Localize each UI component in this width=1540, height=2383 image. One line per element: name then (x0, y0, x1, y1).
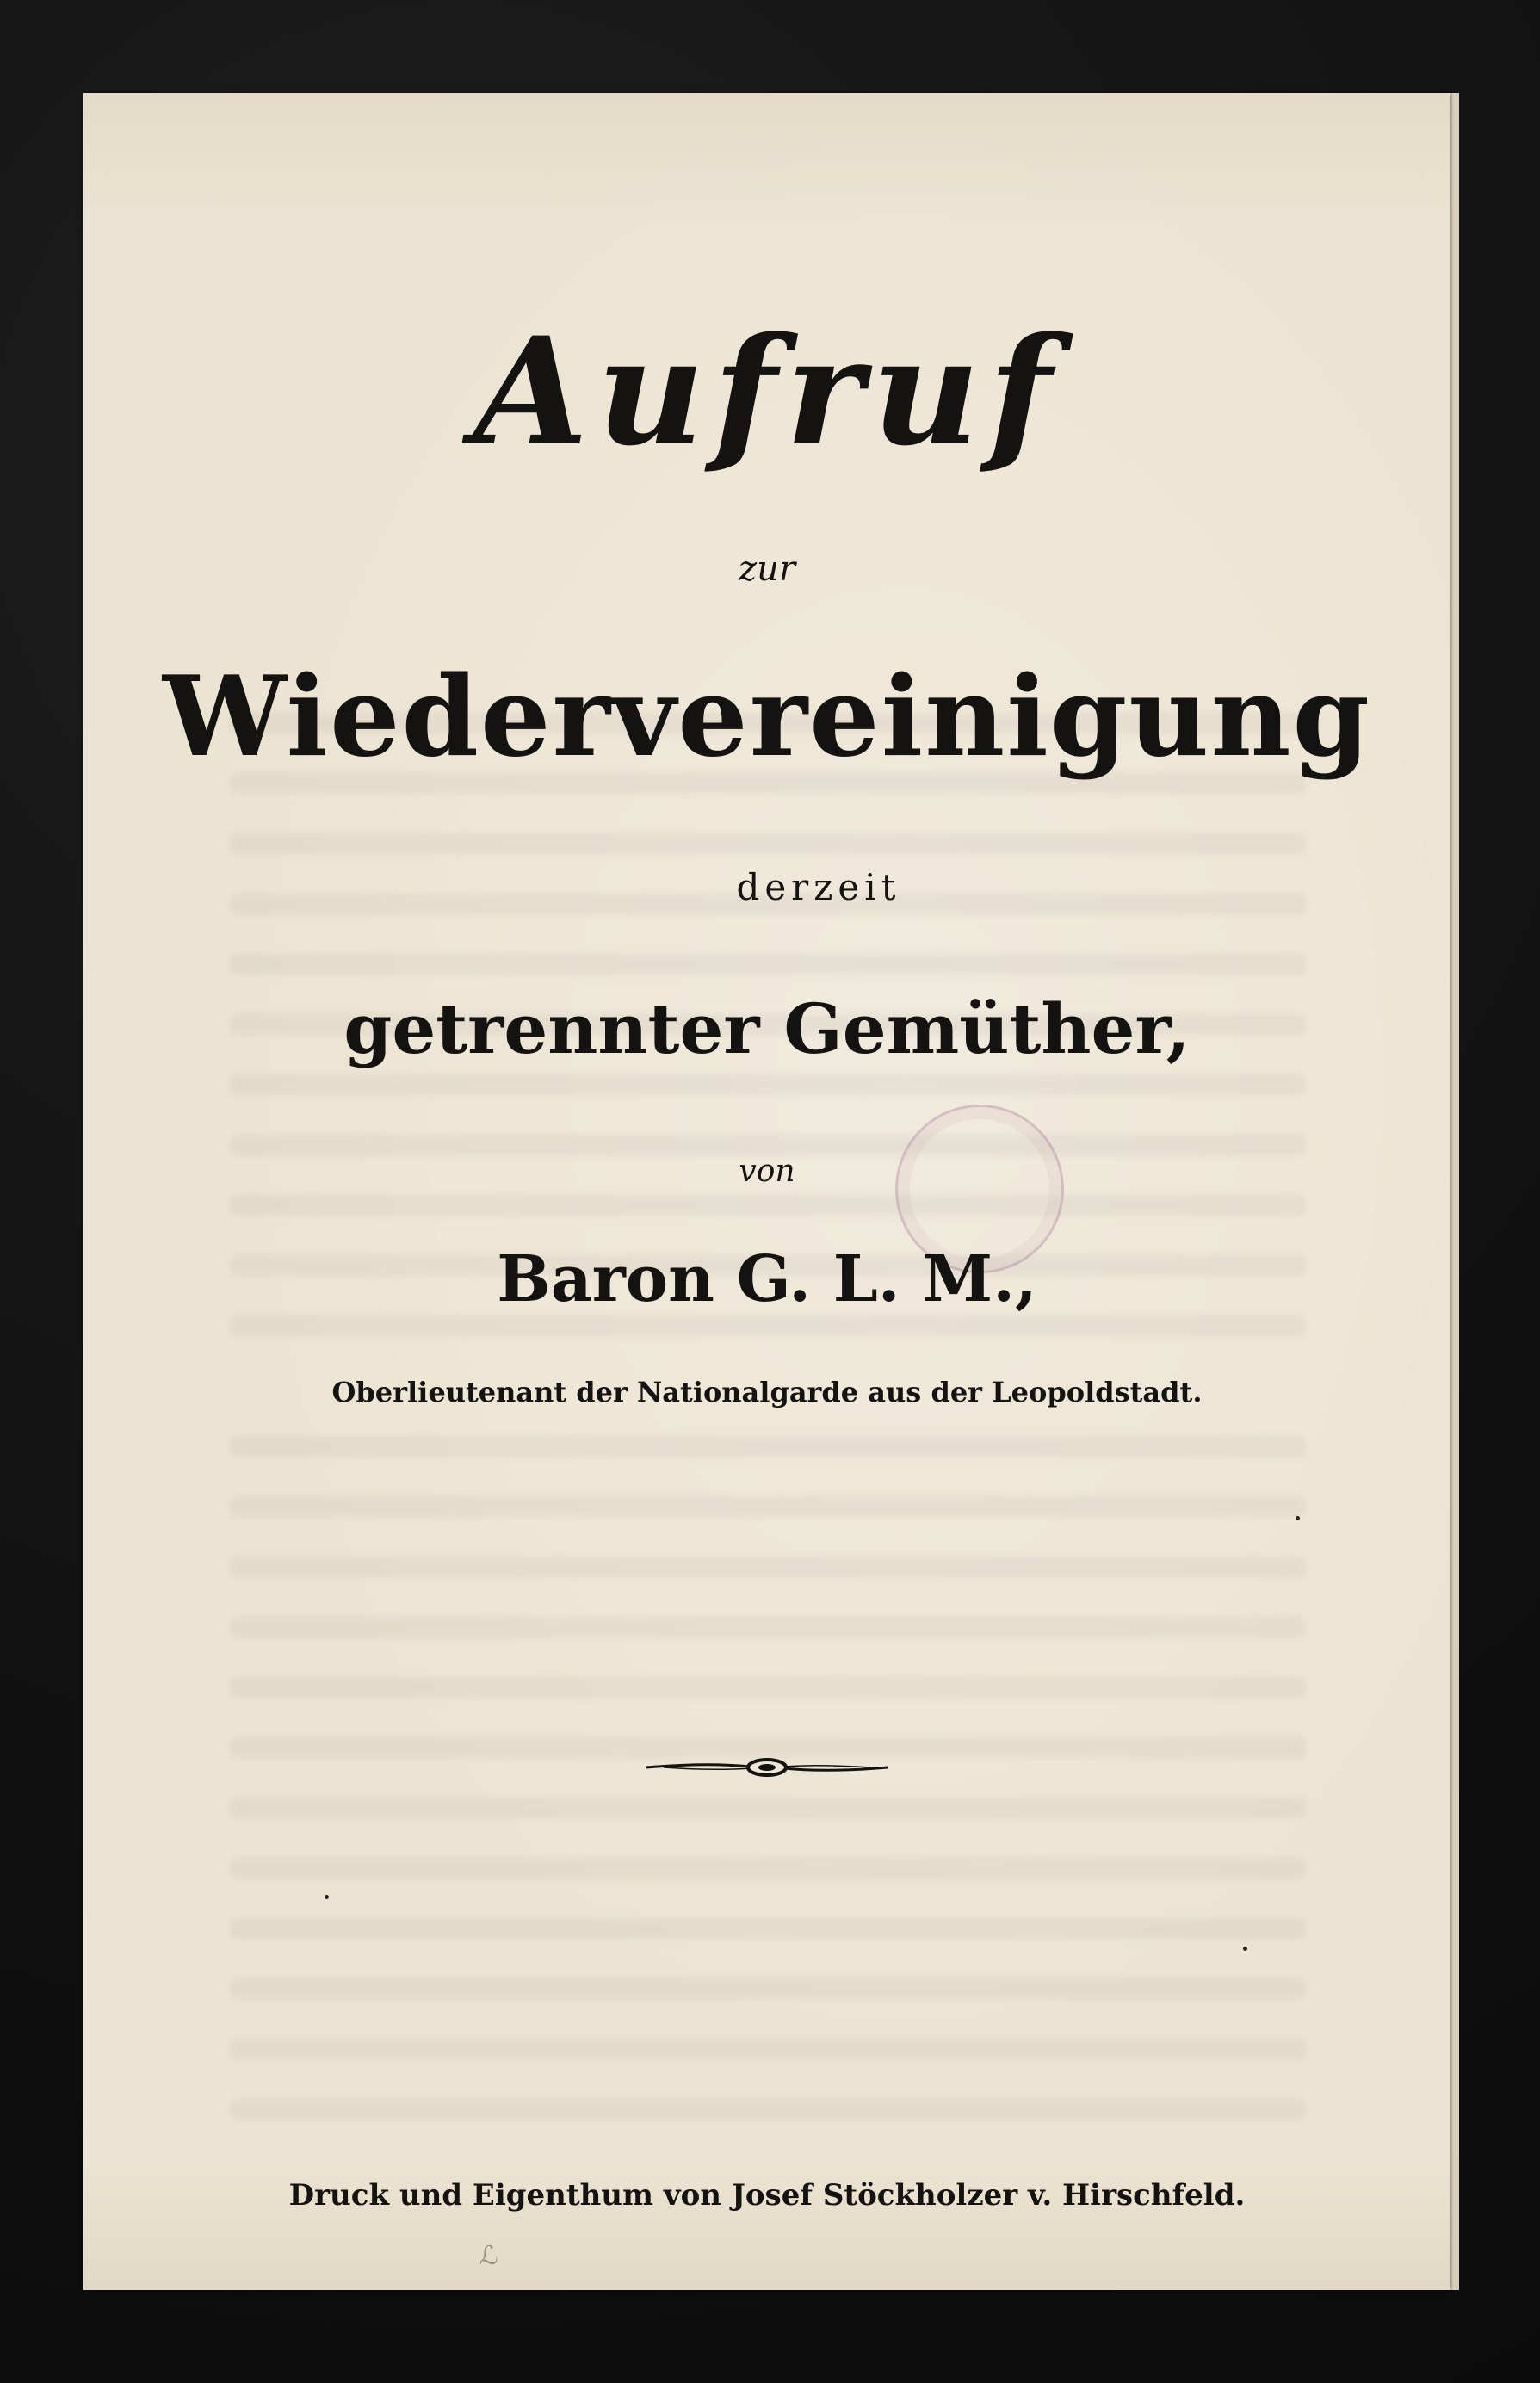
document-title: Aufruf (473, 304, 1061, 479)
preposition-von: von (739, 1154, 795, 1189)
main-heading: Wiedervereinigung (162, 653, 1372, 782)
word-derzeit: derzeit (736, 866, 901, 908)
document-page (83, 93, 1450, 2290)
bleed-through-line (230, 2039, 1306, 2059)
page-edge (1450, 93, 1459, 2290)
bleed-through-line (230, 1496, 1306, 1517)
subtitle: getrennter Gemüther, (343, 988, 1191, 1069)
bleed-through-line (230, 1436, 1306, 1457)
bleed-through-line (230, 2099, 1306, 2120)
ink-speck (325, 1895, 329, 1899)
bleed-through-line (230, 833, 1306, 854)
bleed-through-line (230, 1557, 1306, 1577)
bleed-through-line (230, 1195, 1306, 1216)
bleed-through-line (230, 1074, 1306, 1095)
pencil-mark: ℒ (479, 2241, 498, 2271)
bleed-through-line (230, 1978, 1306, 1999)
bleed-through-line (230, 954, 1306, 975)
author-rank: Oberlieutenant der Nationalgarde aus der Leopoldstadt. (331, 1376, 1203, 1408)
ink-speck (1296, 1516, 1300, 1520)
bleed-through-line (230, 1798, 1306, 1818)
imprint-line: Druck und Eigenthum von Josef Stöckholzer v. Hirschfeld. (288, 2178, 1246, 2213)
ornamental-rule-icon (83, 1750, 1450, 1789)
bleed-through-line (230, 1315, 1306, 1336)
bleed-through-line (230, 1135, 1306, 1155)
preposition-zur: zur (739, 549, 795, 589)
author-name: Baron G. L. M., (497, 1242, 1037, 1316)
bleed-through-line (230, 1617, 1306, 1637)
bleed-through-line (230, 1918, 1306, 1939)
ink-speck (1243, 1947, 1247, 1951)
bleed-through-line (230, 1677, 1306, 1698)
bleed-through-line (230, 1858, 1306, 1879)
